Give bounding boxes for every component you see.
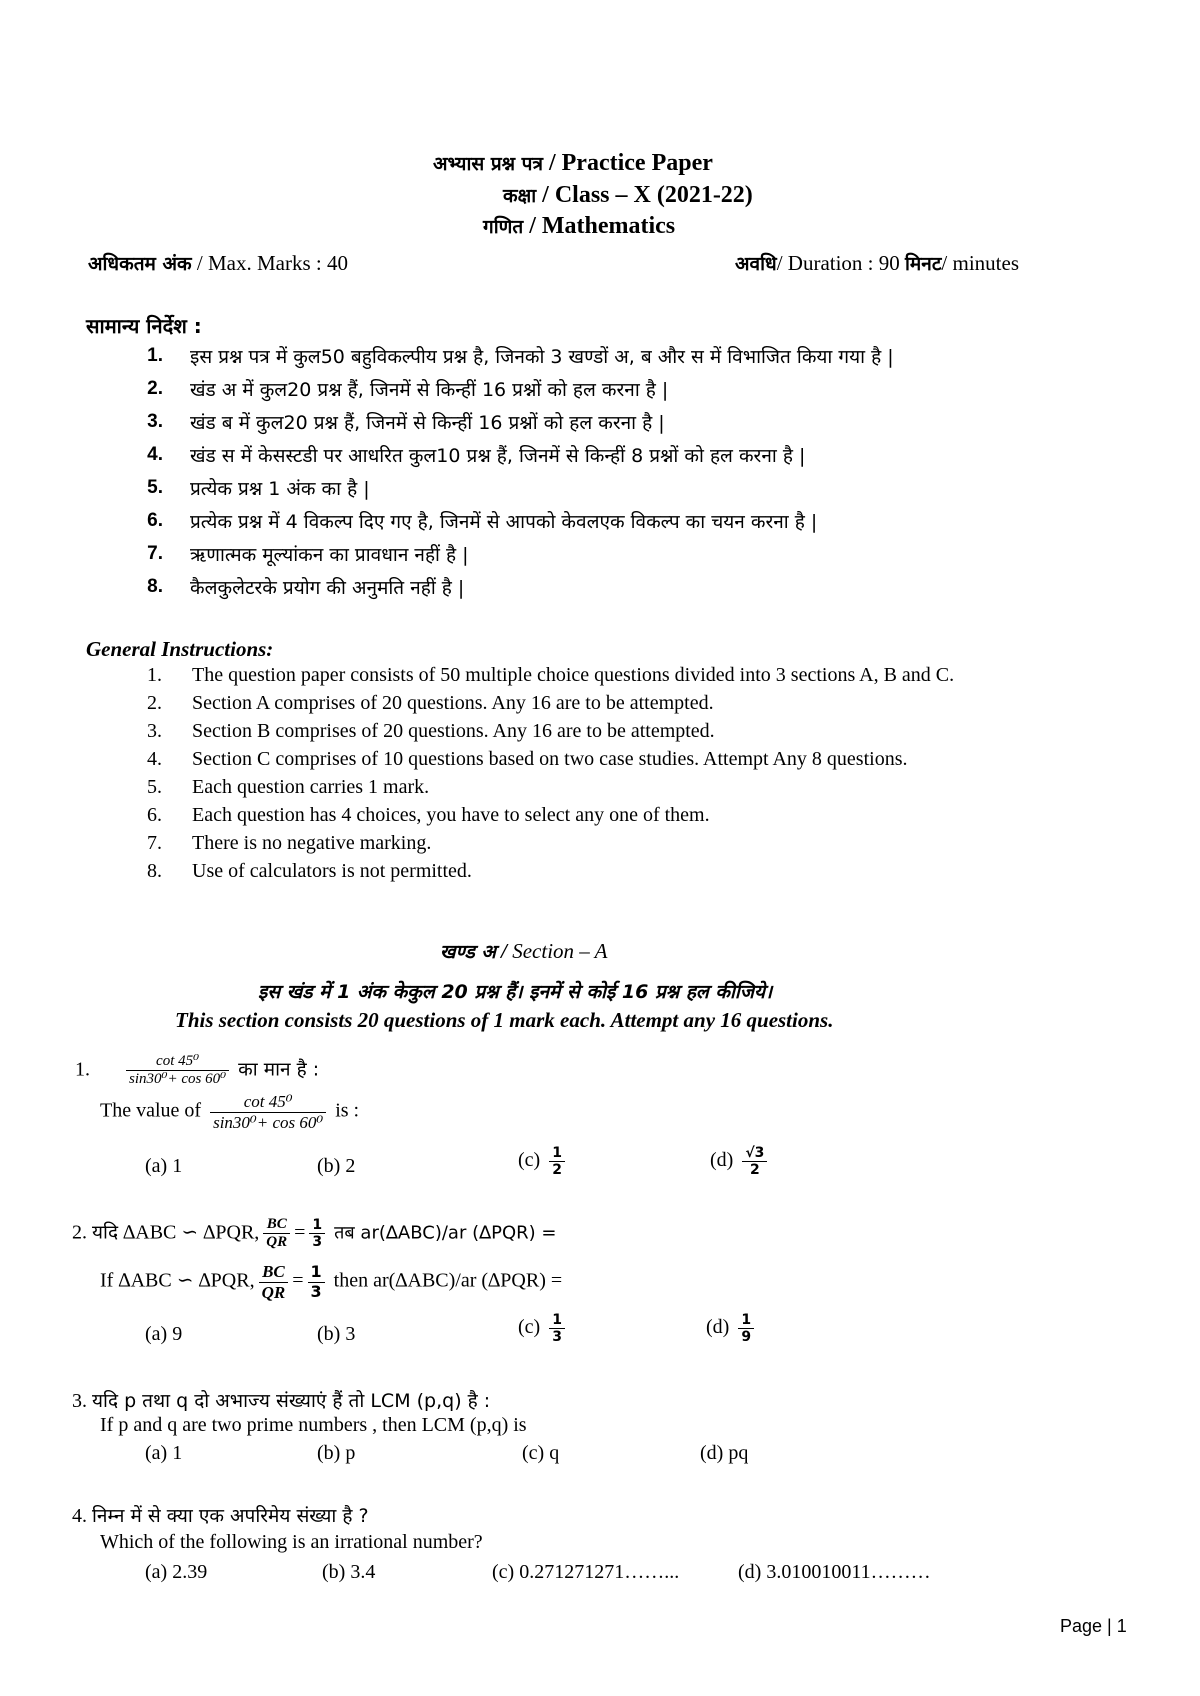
q2-option-d bbox=[706, 1312, 758, 1345]
q4-hindi-text: निम्न में से क्या एक अपरिमेय संख्या है ? bbox=[92, 1505, 369, 1527]
q3-hindi-text: यदि p तथा q दो अभाज्य संख्याएं हैं तो LCM (p,q) है : bbox=[92, 1390, 491, 1412]
q1-english-suffix: is : bbox=[335, 1099, 360, 1122]
option-fraction bbox=[549, 1312, 565, 1345]
hindi-item-text: कैलकुलेटरके प्रयोग की अनुमति नहीं है | bbox=[190, 577, 465, 599]
q2-english-line bbox=[100, 1262, 562, 1302]
q2-ratio-fraction bbox=[263, 1216, 290, 1252]
duration-hindi: अवधि bbox=[735, 253, 777, 275]
q4-hindi-line bbox=[72, 1502, 369, 1528]
max-marks-english: Max. Marks : 40 bbox=[207, 251, 348, 275]
general-item-number: 4. bbox=[147, 748, 162, 770]
hindi-item-text: खंड अ में कुल20 प्रश्न हैं, जिनमें से किन्हीं 16 प्रश्नों को हल करना है | bbox=[190, 379, 669, 401]
q1-number: 1. bbox=[75, 1058, 90, 1081]
fraction-numerator: BC bbox=[266, 1216, 287, 1232]
fraction-numerator: 1 bbox=[312, 1217, 323, 1234]
minutes-sep: / bbox=[941, 251, 953, 275]
q1-option-c bbox=[518, 1145, 569, 1178]
q2-rhs-fraction bbox=[308, 1263, 325, 1301]
q2-equals: = bbox=[294, 1221, 306, 1244]
q2-option-b: (b) 3 bbox=[317, 1323, 356, 1345]
option-label: (d) bbox=[710, 1149, 734, 1172]
q2-option-a: (a) 9 bbox=[145, 1323, 183, 1345]
q1-hindi-tail: का मान है : bbox=[238, 1058, 320, 1081]
section-a-note-english: This section consists 20 questions of 1 mark each. Attempt any 16 questions. bbox=[175, 1008, 834, 1032]
title-english: Practice Paper bbox=[561, 150, 713, 176]
option-fraction bbox=[738, 1312, 754, 1345]
general-item-text: Section C comprises of 10 questions based on two case studies. Attempt Any 8 questions. bbox=[192, 748, 908, 770]
general-item-text: Section A comprises of 20 questions. Any 16 are to be attempted. bbox=[192, 692, 714, 714]
q3-option-c: (c) q bbox=[522, 1442, 560, 1464]
option-fraction bbox=[742, 1145, 767, 1178]
subject-sep: / bbox=[523, 213, 542, 239]
q2-hindi-then: तब ar(∆ABC)/ar (∆PQR) = bbox=[334, 1222, 557, 1244]
q2-hindi-line bbox=[72, 1216, 557, 1252]
option-fraction bbox=[549, 1145, 565, 1178]
q2-ratio-fraction bbox=[259, 1262, 289, 1302]
section-a-title-hindi: खण्ड अ bbox=[440, 941, 496, 963]
duration-english: Duration : 90 bbox=[787, 251, 900, 275]
minutes-hindi: मिनट bbox=[905, 253, 942, 275]
class-hindi: कक्षा bbox=[503, 185, 537, 207]
q2-similarity: ∆ABC ∽ ∆PQR, bbox=[118, 1269, 255, 1292]
general-item-number: 7. bbox=[147, 832, 162, 854]
hindi-item-number: 6. bbox=[147, 510, 163, 531]
section-a-title-sep: / bbox=[495, 939, 513, 963]
general-item-number: 3. bbox=[147, 720, 162, 742]
q1-english-prefix: The value of bbox=[100, 1099, 202, 1122]
section-a-title bbox=[440, 938, 607, 964]
q2-english-if: If bbox=[100, 1269, 114, 1292]
q4-number: 4. bbox=[72, 1505, 87, 1527]
q1-option-b: (b) 2 bbox=[317, 1155, 356, 1177]
q2-option-c bbox=[518, 1312, 569, 1345]
minutes-english: minutes bbox=[952, 251, 1020, 275]
q2-number: 2. bbox=[72, 1221, 87, 1244]
general-item-number: 8. bbox=[147, 860, 162, 882]
q1-english-line bbox=[100, 1092, 359, 1132]
q1-option-d bbox=[710, 1145, 771, 1178]
general-item-text: Section B comprises of 20 questions. Any 16 are to be attempted. bbox=[192, 720, 715, 742]
fraction-denominator: QR bbox=[259, 1282, 289, 1303]
general-item-number: 1. bbox=[147, 664, 162, 686]
q4-english-line: Which of the following is an irrational number? bbox=[100, 1531, 483, 1553]
q2-equals: = bbox=[292, 1269, 304, 1292]
general-item-text: The question paper consists of 50 multiple choice questions divided into 3 sections A, B and C. bbox=[192, 664, 955, 686]
q1-fraction-english bbox=[210, 1092, 326, 1132]
option-label: (c) bbox=[518, 1316, 541, 1339]
q1-hindi-line bbox=[75, 1053, 319, 1089]
fraction-denominator: QR bbox=[263, 1233, 290, 1251]
q3-option-d: (d) pq bbox=[700, 1442, 749, 1464]
hindi-item-text: ऋणात्मक मूल्यांकन का प्रावधान नहीं है | bbox=[190, 544, 469, 566]
general-item-text: Each question carries 1 mark. bbox=[192, 776, 430, 798]
q2-hindi-if: यदि bbox=[92, 1221, 119, 1244]
section-a-note-hindi: इस खंड में 1 अंक केकुल 20 प्रश्न हैं। इनमें से कोई 16 प्रश्न हल कीजिये। bbox=[258, 981, 773, 1003]
fraction-denominator: 3 bbox=[309, 1233, 325, 1250]
max-marks-sep: / bbox=[191, 251, 208, 275]
max-marks-hindi: अधिकतम अंक bbox=[88, 253, 192, 275]
title-hindi: अभ्यास प्रश्न पत्र bbox=[433, 153, 543, 175]
option-label: (c) bbox=[518, 1149, 541, 1172]
title-line bbox=[433, 150, 713, 177]
hindi-item-number: 2. bbox=[147, 378, 163, 399]
fraction-numerator: 1 bbox=[310, 1262, 322, 1282]
hindi-item-text: प्रत्येक प्रश्न में 4 विकल्प दिए गए है, जिनमें से आपको केवलएक विकल्प का चयन करना है | bbox=[190, 511, 818, 533]
fraction-numerator: 1 bbox=[741, 1312, 752, 1328]
hindi-item-number: 4. bbox=[147, 444, 163, 465]
subject-english: Mathematics bbox=[541, 213, 676, 239]
q1-option-a: (a) 1 bbox=[145, 1155, 183, 1177]
hindi-item-text: इस प्रश्न पत्र में कुल50 बहुविकल्पीय प्रश्न है, जिनको 3 खण्डों अ, ब और स में विभाजित किया गया है | bbox=[190, 346, 894, 368]
q3-option-b: (b) p bbox=[317, 1442, 356, 1464]
hindi-item-number: 7. bbox=[147, 543, 163, 564]
general-item-text: Use of calculators is not permitted. bbox=[192, 860, 472, 882]
page-number: Page | 1 bbox=[1060, 1616, 1127, 1636]
q3-english-line: If p and q are two prime numbers , then LCM (p,q) is bbox=[100, 1414, 527, 1436]
q3-option-a: (a) 1 bbox=[145, 1442, 183, 1464]
class-line bbox=[503, 182, 753, 209]
hindi-instructions-title: सामान्य निर्देश : bbox=[86, 314, 202, 338]
title-sep: / bbox=[542, 150, 562, 176]
subject-hindi: गणित bbox=[483, 216, 524, 238]
section-a-title-english: Section – A bbox=[512, 939, 608, 963]
max-marks bbox=[88, 250, 348, 276]
fraction-numerator: BC bbox=[262, 1262, 285, 1281]
fraction-numerator: cot 45⁰ bbox=[156, 1053, 200, 1069]
hindi-item-text: खंड ब में कुल20 प्रश्न हैं, जिनमें से किन्हीं 16 प्रश्नों को हल करना है | bbox=[190, 412, 665, 434]
class-sep: / bbox=[536, 182, 555, 208]
subject-line bbox=[483, 213, 675, 240]
fraction-denominator: sin30⁰+ cos 60⁰ bbox=[126, 1070, 229, 1088]
hindi-item-text: खंड स में केसस्टडी पर आधरित कुल10 प्रश्न हैं, जिनमें से किन्हीं 8 प्रश्नों को हल करना है | bbox=[190, 445, 806, 467]
q4-option-a: (a) 2.39 bbox=[145, 1561, 208, 1583]
option-label: (d) bbox=[706, 1316, 730, 1339]
fraction-denominator: 3 bbox=[549, 1328, 565, 1345]
fraction-numerator: √3 bbox=[745, 1145, 765, 1161]
fraction-denominator: 2 bbox=[742, 1161, 767, 1178]
fraction-denominator: 3 bbox=[308, 1282, 325, 1301]
fraction-denominator: 9 bbox=[738, 1328, 754, 1345]
hindi-item-number: 8. bbox=[147, 576, 163, 597]
hindi-item-text: प्रत्येक प्रश्न 1 अंक का है | bbox=[190, 478, 370, 500]
fraction-numerator: 1 bbox=[552, 1312, 562, 1328]
q2-english-then: then ar(∆ABC)/ar (∆PQR) = bbox=[333, 1269, 563, 1292]
general-item-number: 2. bbox=[147, 692, 162, 714]
general-item-number: 5. bbox=[147, 776, 162, 798]
class-english: Class – X (2021-22) bbox=[554, 182, 753, 208]
q2-similarity: ∆ABC ∽ ∆PQR, bbox=[123, 1221, 260, 1244]
q3-number: 3. bbox=[72, 1390, 87, 1412]
q4-option-d: (d) 3.010010011……… bbox=[738, 1561, 931, 1583]
duration-sep: / bbox=[776, 251, 788, 275]
q2-rhs-fraction bbox=[309, 1217, 325, 1250]
hindi-item-number: 5. bbox=[147, 477, 163, 498]
q1-fraction-hindi bbox=[126, 1053, 229, 1089]
general-item-number: 6. bbox=[147, 804, 162, 826]
fraction-denominator: sin30⁰+ cos 60⁰ bbox=[210, 1112, 326, 1133]
q4-option-b: (b) 3.4 bbox=[322, 1561, 376, 1583]
fraction-numerator: cot 45⁰ bbox=[243, 1092, 293, 1111]
hindi-item-number: 3. bbox=[147, 411, 163, 432]
duration bbox=[735, 250, 1019, 276]
q3-hindi-line bbox=[72, 1387, 490, 1413]
q4-option-c: (c) 0.271271271……... bbox=[492, 1561, 680, 1583]
general-instructions-title: General Instructions: bbox=[86, 637, 274, 661]
fraction-denominator: 2 bbox=[549, 1161, 565, 1178]
fraction-numerator: 1 bbox=[552, 1145, 562, 1161]
hindi-item-number: 1. bbox=[147, 345, 163, 366]
general-item-text: There is no negative marking. bbox=[192, 832, 432, 854]
general-item-text: Each question has 4 choices, you have to select any one of them. bbox=[192, 804, 710, 826]
